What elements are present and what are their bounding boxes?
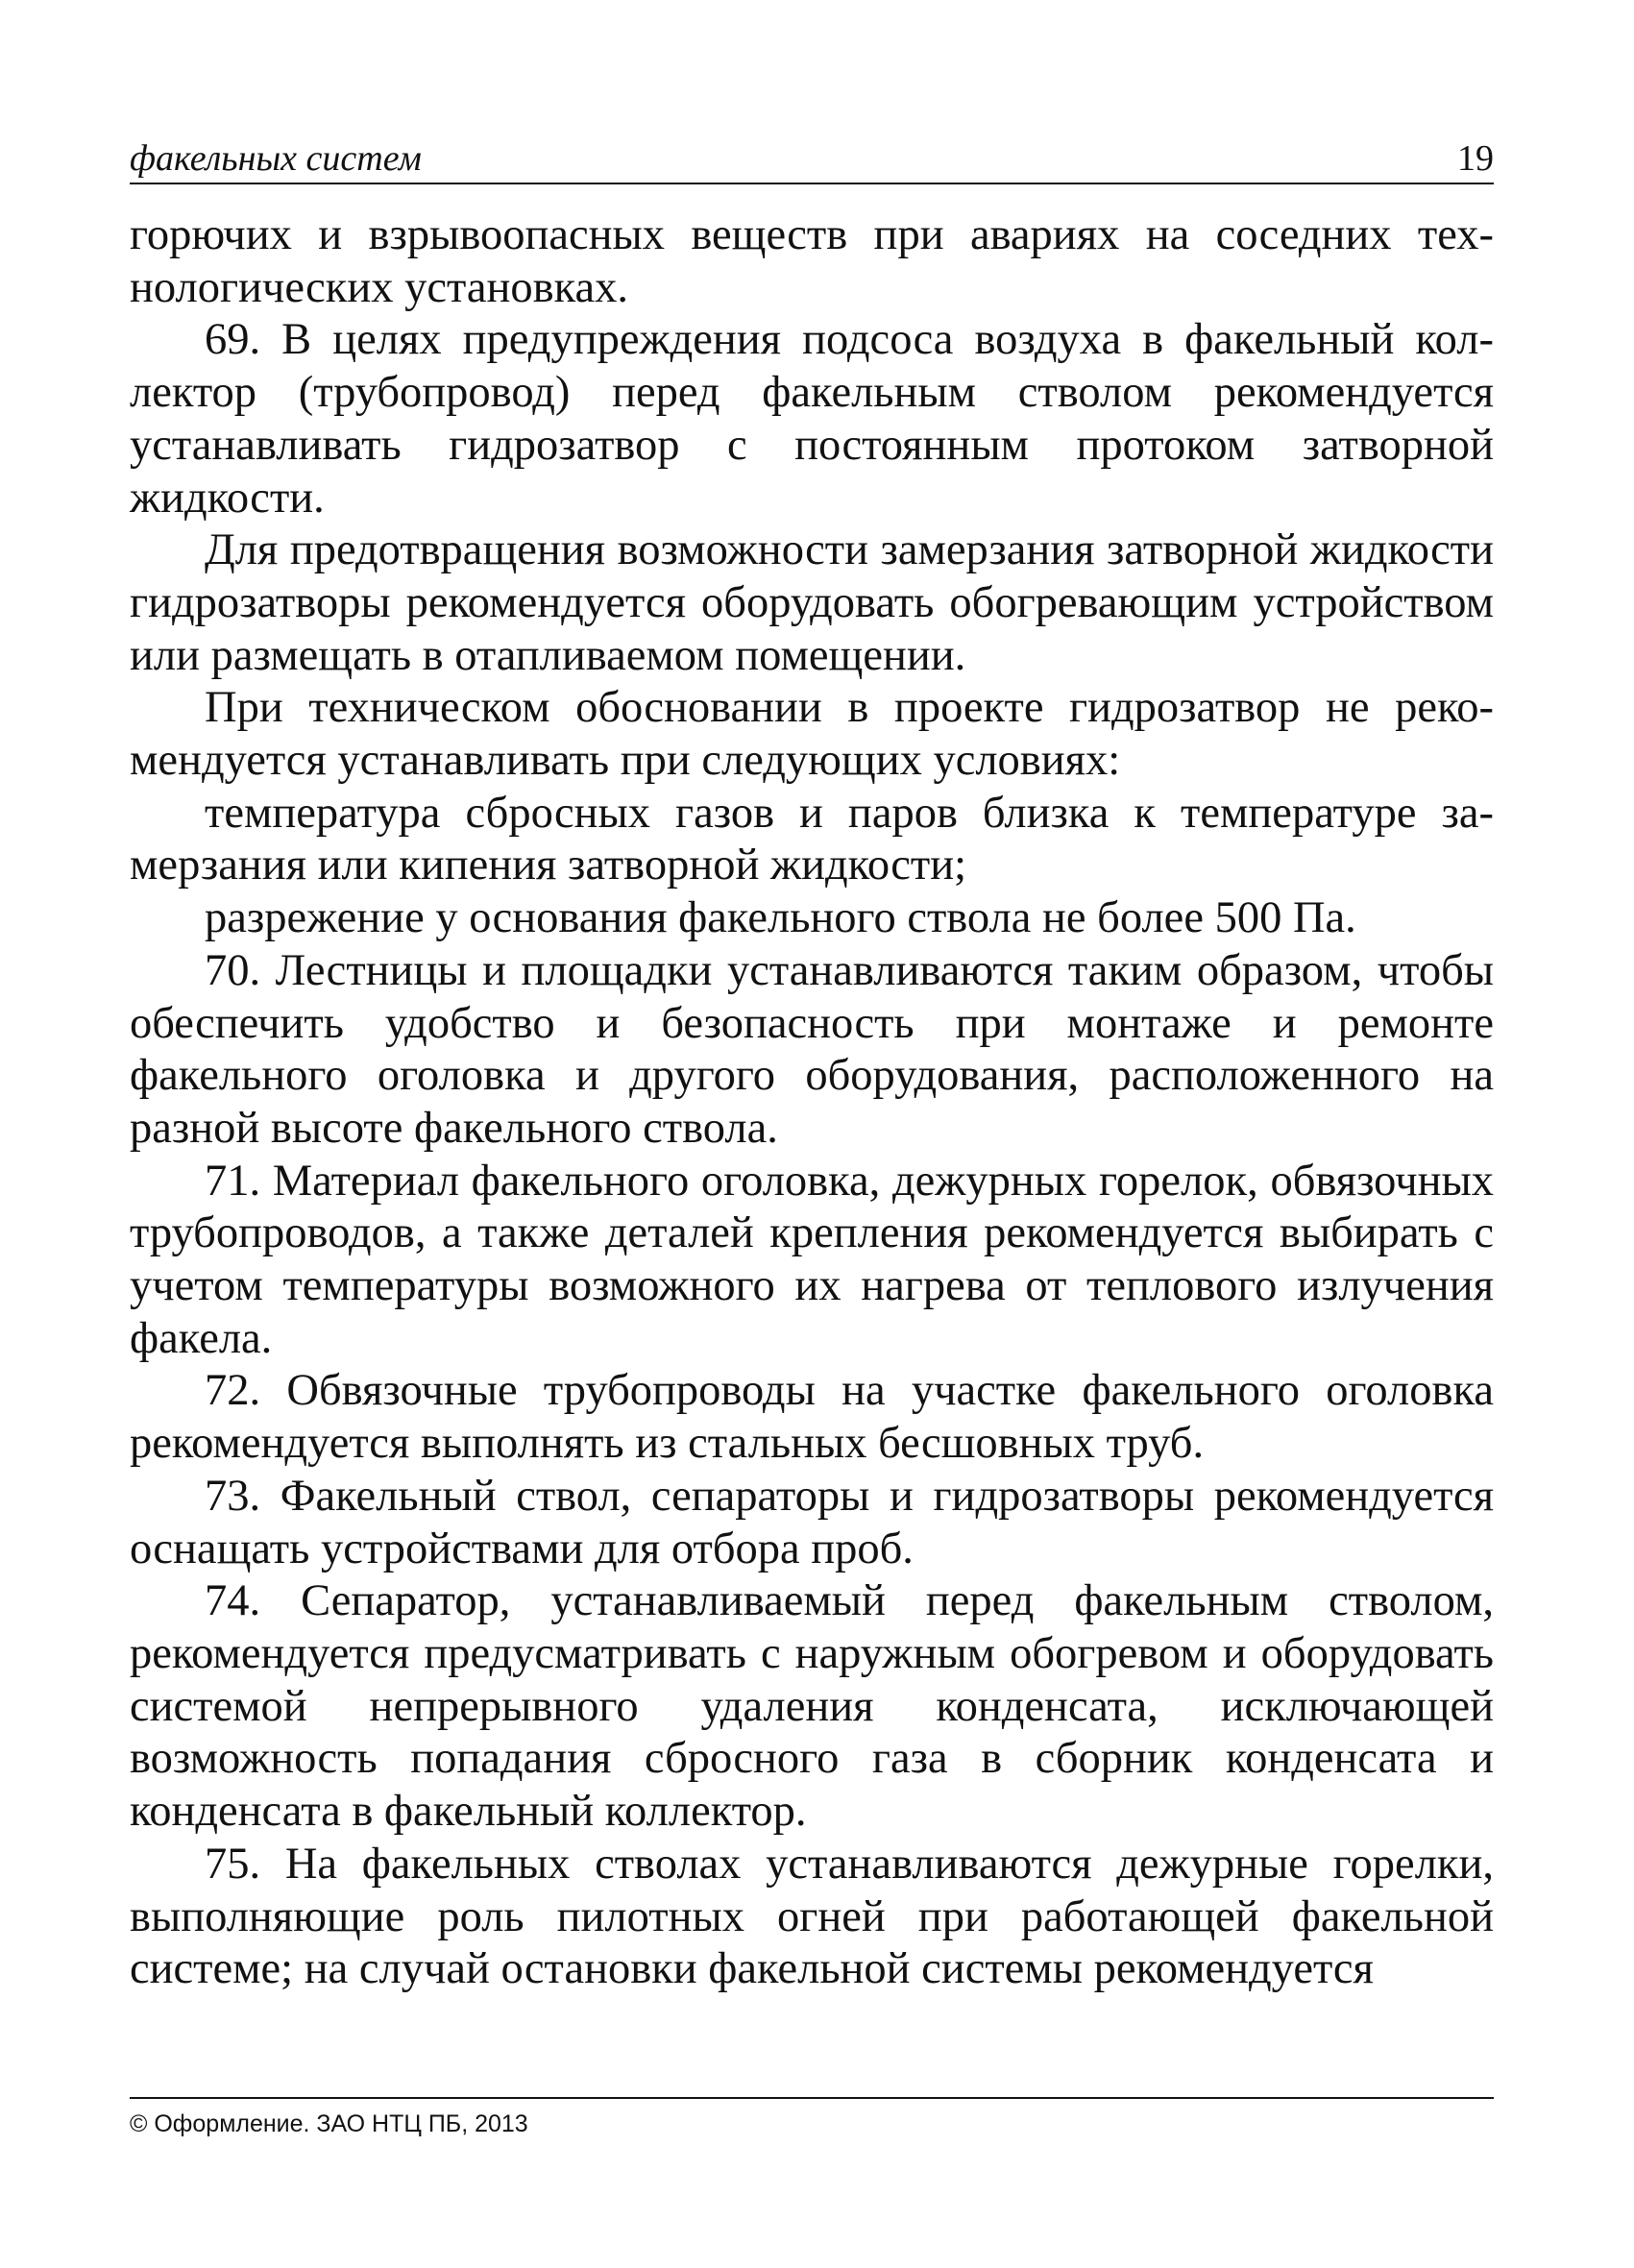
running-header [130,134,1494,184]
paragraph: температура сбросных газов и паров близка к температуре замерзания или кипения затворной жидкости; [130,788,1494,890]
paragraph: 71. Материал факельного оголовка, дежурных горелок, обвязочных трубопроводов, а также деталей крепления рекомендуется выбирать с учетом температуры возможного их нагрева от теплового излучения факела. [130,1156,1494,1363]
paragraph: 74. Сепаратор, устанавливаемый перед факельным стволом, рекомендуется предусматривать с наружным обогревом и оборудовать системой непрерывного удаления конденсата, исключающей возможность попадания сбросного газа в сборник конденсата и конденсата в факельный коллектор. [130,1576,1494,1837]
paragraph: разрежение у основания факельного ствола не более 500 Па. [205,893,1356,943]
page-number: 19 [1457,138,1494,179]
paragraph: 72. Обвязочные трубопроводы на участке факельного оголовка рекомендуется выполнять из стальных бесшовных труб. [130,1366,1494,1469]
footer-rule [130,2097,1494,2099]
paragraph: При техническом обосновании в проекте гидрозатвор не рекомендуется устанавливать при следующих условиях: [130,683,1494,786]
copyright-notice: © Оформление. ЗАО НТЦ ПБ, 2013 [130,2110,528,2137]
paragraph: горючих и взрывоопасных веществ при авариях на соседних технологических установках. [130,210,1494,312]
paragraph: Для предотвращения возможности замерзания затворной жидкости гидрозатворы рекомендуется оборудовать обогревающим устройством или размещать в отапливаемом помещении. [130,525,1494,680]
running-title: факельных систем [130,138,422,179]
paragraph: 75. На факельных стволах устанавливаются дежурные горелки, выполняющие роль пилотных огней при работающей факельной системе; на случай остановки факельной системы рекомендуется [130,1839,1494,1994]
paragraph: 69. В целях предупреждения подсоса воздуха в факельный коллектор (трубопровод) перед факельным стволом рекомендуется устанавливать гидрозатвор с постоянным протоком затворной жидкости. [130,315,1494,523]
paragraph: 73. Факельный ствол, сепараторы и гидрозатворы рекомендуется оснащать устройствами для отбора проб. [130,1471,1494,1573]
body-text [130,209,1494,1996]
paragraph: 70. Лестницы и площадки устанавливаются таким образом, чтобы обеспечить удобство и безопасность при монтаже и ремонте факельного оголовка и другого оборудования, расположенного на разной высоте факельного ствола. [130,945,1494,1153]
